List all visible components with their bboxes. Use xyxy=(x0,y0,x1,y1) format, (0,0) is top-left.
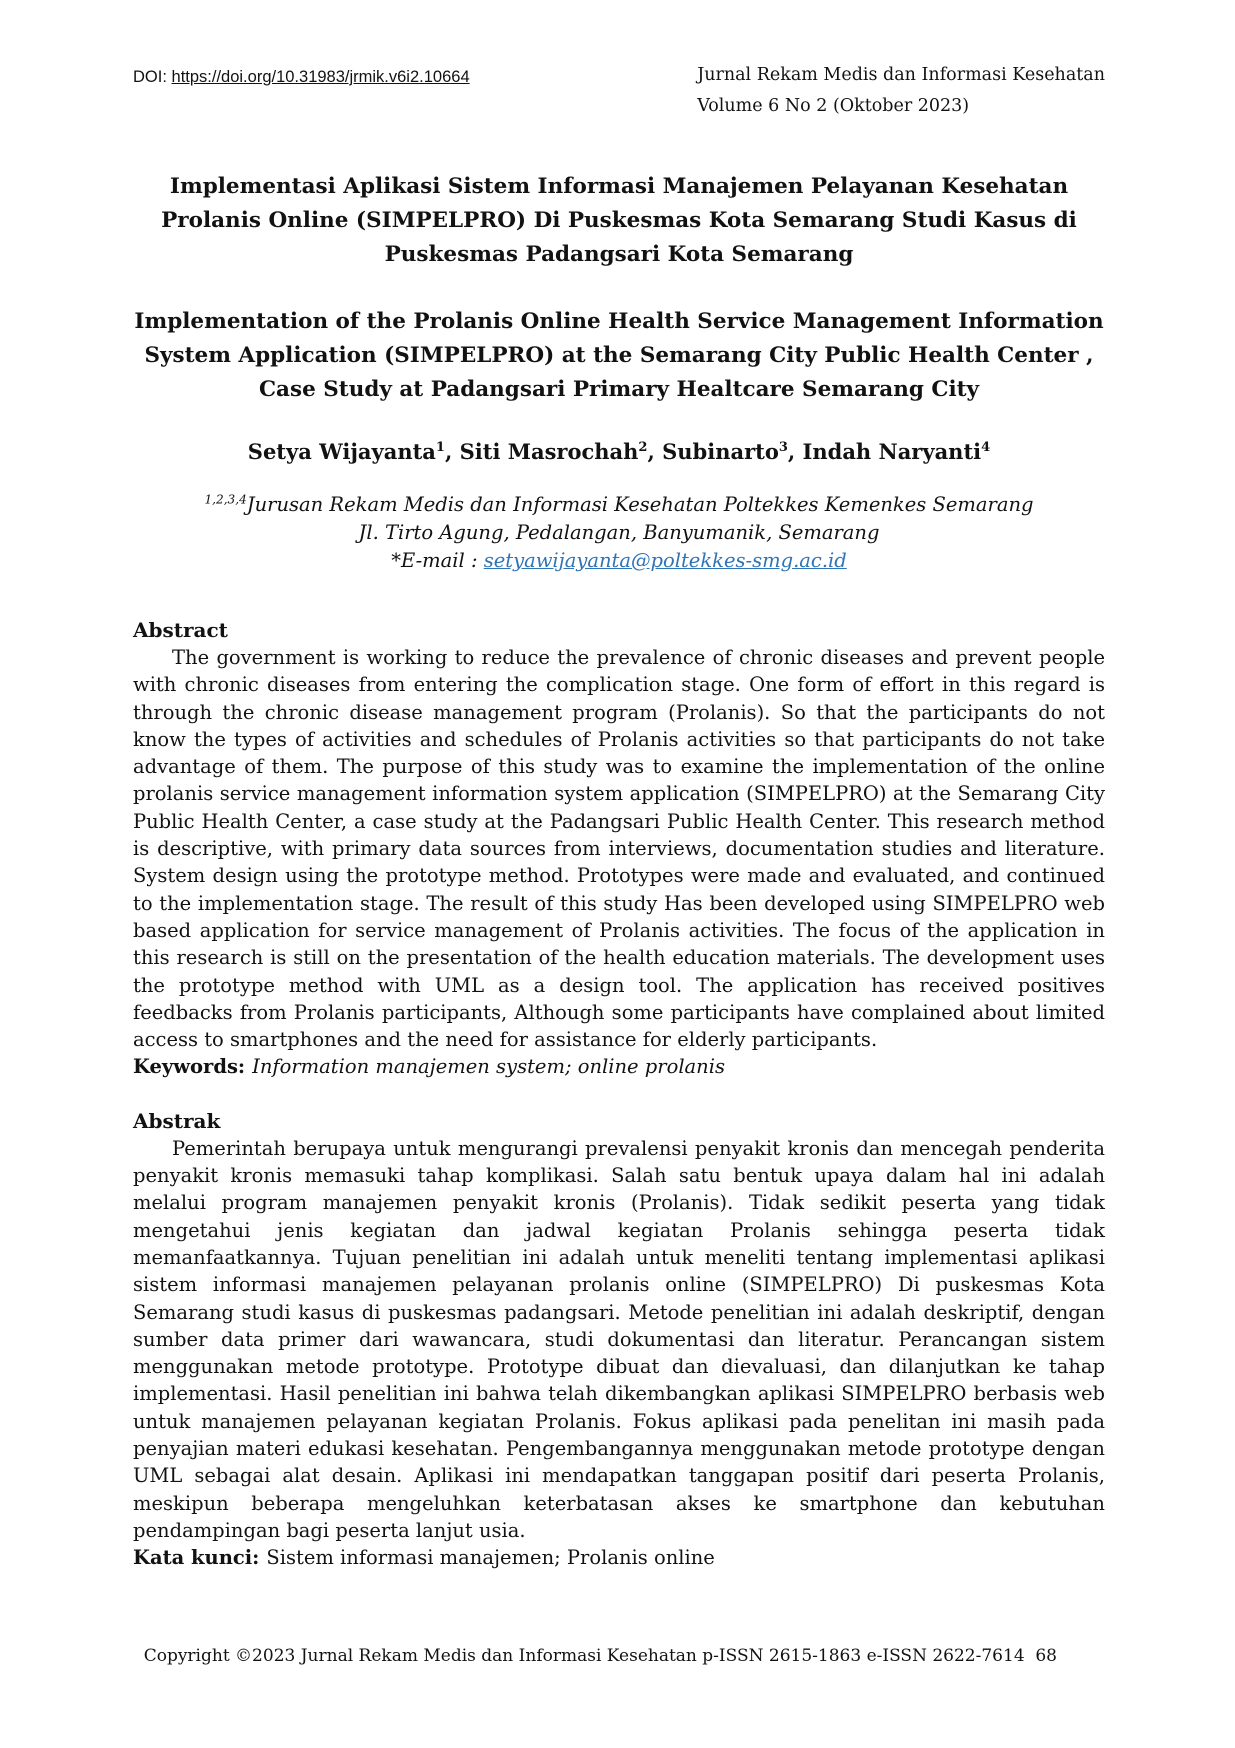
doi-label: DOI: xyxy=(133,68,172,86)
author-sup: 4 xyxy=(981,440,991,455)
affiliation-line-1: $^{1,2,3,4}$Jurusan Rekam Medis dan Informasi Kesehatan Poltekkes Kemenkes Semarang xyxy=(204,492,1034,516)
keywords-line xyxy=(133,1053,1105,1080)
abstract-section-indonesian xyxy=(133,1108,1105,1572)
copyright-text: Copyright ©2023 Jurnal Rekam Medis dan Informasi Kesehatan p-ISSN 2615-1863 e-ISSN 2622-7614 xyxy=(143,1646,1025,1666)
doi-link[interactable]: https://doi.org/10.31983/jrmik.v6i2.10664 xyxy=(171,68,470,86)
affiliation-line-2: Jl. Tirto Agung, Pedalangan, Banyumanik, Semarang xyxy=(358,521,880,544)
abstrak-body: Pemerintah berupaya untuk mengurangi prevalensi penyakit kronis dan mencegah penderita penyakit kronis memasuki tahap komplikasi. Salah satu bentuk upaya dalam hal ini adalah melalui program manajemen penyakit kronis (Prolanis). Tidak sedikit peserta yang tidak mengetahui jenis kegiatan dan jadwal kegiatan Prolanis sehingga peserta tidak memanfaatkannya. Tujuan penelitian ini adalah untuk meneliti tentang implementasi aplikasi sistem informasi manajemen pelayanan prolanis online (SIMPELPRO) Di puskesmas Kota Semarang studi kasus di puskesmas padangsari. Metode penelitian ini adalah deskriptif, dengan sumber data primer dari wawancara, studi dokumentasi dan literatur. Perancangan sistem menggunakan metode prototype. Prototype dibuat dan dievaluasi, dan dilanjutkan ke tahap implementasi. Hasil penelitian ini bahwa telah dikembangkan aplikasi SIMPELPRO berbasis web untuk manajemen pelayanan kegiatan Prolanis. Fokus aplikasi pada penelitan ini masih pada penyajian materi edukasi kesehatan. Pengembangannya menggunakan metode prototype dengan UML sebagai alat desain. Aplikasi ini mendapatkan tanggapan positif dari peserta Prolanis, meskipun beberapa mengeluhkan keterbatasan akses ke smartphone dan kebutuhan pendampingan bagi peserta lanjut usia. xyxy=(133,1136,1105,1542)
affiliation-sup: 1,2,3,4 xyxy=(204,492,247,507)
title-english: Implementation of the Prolanis Online Health Service Management Information System Application (SIMPELPRO) at the Semarang City Public Health Center , Case Study at Padangsari Primary Healtcare Semarang City xyxy=(134,309,1104,402)
doi-line xyxy=(133,60,470,90)
author: Subinarto$^3$, xyxy=(662,439,803,464)
journal-info xyxy=(697,60,1105,122)
abstract-heading: Abstract xyxy=(133,618,228,642)
author: Siti Masrochah$^2$, xyxy=(459,439,663,464)
abstract-section-english xyxy=(133,617,1105,1081)
email-link[interactable]: setyawijayanta@poltekkes-smg.ac.id xyxy=(483,549,847,572)
page-number: 68 xyxy=(1035,1646,1057,1666)
kata-kunci-line xyxy=(133,1544,1105,1571)
email-line xyxy=(133,547,1105,575)
title-indonesian: Implementasi Aplikasi Sistem Informasi Manajemen Pelayanan Kesehatan Prolanis Online (SIMPELPRO) Di Puskesmas Kota Semarang Studi Kasus di Puskesmas Padangsari Kota Semarang xyxy=(161,174,1077,267)
page-footer xyxy=(133,1644,1105,1668)
email-label: *E-mail : xyxy=(391,549,484,572)
journal-issue: Volume 6 No 2 (Oktober 2023) xyxy=(697,96,970,116)
author-sup: 2 xyxy=(638,440,648,455)
affiliation-block xyxy=(133,491,1105,575)
author: Setya Wijayanta$^1$, xyxy=(247,439,460,464)
page-header xyxy=(133,60,1105,122)
authors-line xyxy=(133,438,1105,466)
author-sup: 3 xyxy=(778,440,788,455)
abstrak-heading: Abstrak xyxy=(133,1108,221,1133)
kata-kunci-label: Kata kunci: xyxy=(133,1546,260,1570)
keywords-label: Keywords: xyxy=(133,1055,246,1079)
kata-kunci-value: Sistem informasi manajemen; Prolanis online xyxy=(266,1546,715,1570)
journal-name: Jurnal Rekam Medis dan Informasi Kesehatan xyxy=(697,65,1105,85)
author-sup: 1 xyxy=(435,440,445,455)
keywords-value: Information manajemen system; online prolanis xyxy=(252,1055,725,1079)
author: Indah Naryanti$^4$ xyxy=(802,439,991,464)
abstract-body: The government is working to reduce the prevalence of chronic diseases and prevent people with chronic diseases from entering the complication stage. One form of effort in this regard is through the chronic disease management program (Prolanis). So that the participants do not know the types of activities and schedules of Prolanis activities so that participants do not take advantage of them. The purpose of this study was to examine the implementation of the online prolanis service management information system application (SIMPELPRO) at the Semarang City Public Health Center, a case study at the Padangsari Public Health Center. This research method is descriptive, with primary data sources from interviews, documentation studies and literature. System design using the prototype method. Prototypes were made and evaluated, and continued to the implementation stage. The result of this study Has been developed using SIMPELPRO web based application for service management of Prolanis activities. The focus of the application in this research is still on the presentation of the health education materials. The development uses the prototype method with UML as a design tool. The application has received positives feedbacks from Prolanis participants, Although some participants have complained about limited access to smartphones and the need for assistance for elderly participants. xyxy=(133,646,1105,1052)
